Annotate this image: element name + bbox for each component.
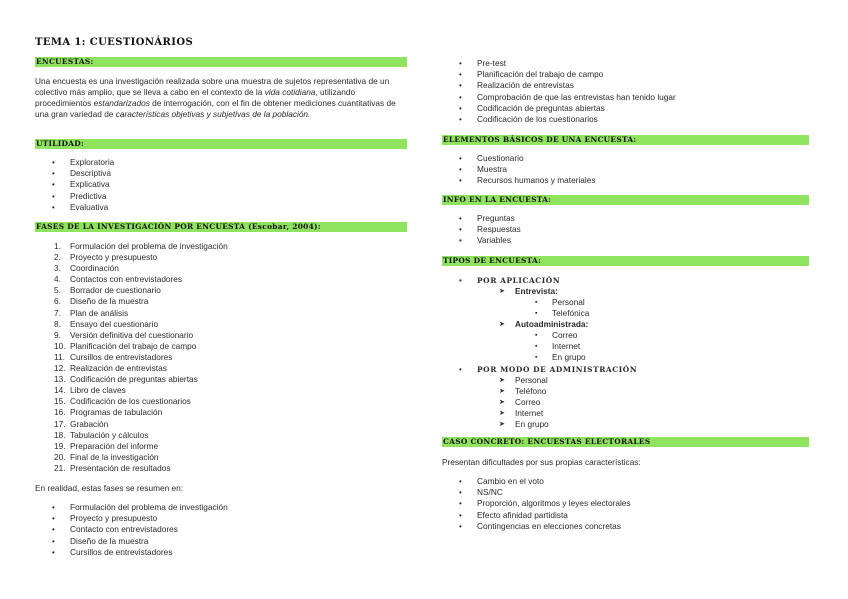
list-item — [35, 419, 228, 430]
item-number: 7. — [54, 307, 61, 318]
list-item — [35, 341, 228, 352]
item-text: Proyecto y presupuesto — [70, 252, 158, 263]
item-text: Versión definitiva del cuestionario — [70, 329, 194, 340]
list-item — [35, 319, 228, 330]
item-number: 3. — [54, 263, 61, 274]
arrow-bullet-icon: ➤ — [499, 388, 505, 395]
square-bullet-icon: ▪ — [535, 343, 538, 350]
elementos-list — [442, 153, 596, 187]
por-modo-label: POR MODO DE ADMINISTRACIÓN — [477, 365, 638, 374]
item-text: Telefónica — [552, 308, 590, 318]
item-text: Internet — [515, 408, 544, 418]
fases-summary-text: En realidad, estas fases se resumen en: — [35, 483, 184, 493]
list-item: • Diseño de la muestra — [35, 536, 228, 547]
item-text: Contactos con entrevistadores — [70, 274, 183, 285]
autoadministrada-label: Autoadministrada: — [515, 319, 589, 329]
list-item — [35, 308, 228, 319]
list-item: • Comprobación de que las entrevistas han tenido lugar — [442, 92, 676, 103]
item-text: Teléfono — [515, 386, 547, 396]
list-item: • Predictiva — [35, 191, 114, 202]
item-text: Correo — [515, 397, 541, 407]
item-text: Planificación del trabajo de campo — [70, 340, 197, 351]
arrow-bullet-icon: ➤ — [499, 410, 505, 417]
list-item: • Preguntas — [442, 213, 521, 224]
caso-text: Presentan dificultades por sus propias características: — [442, 457, 641, 467]
item-number: 15. — [54, 396, 66, 407]
list-item — [35, 241, 228, 252]
list-item: • Proyecto y presupuesto — [35, 513, 228, 524]
list-item: • Variables — [442, 235, 521, 246]
fases-continued-list — [442, 58, 676, 125]
item-number: 16. — [54, 407, 66, 418]
item-number: 19. — [54, 440, 66, 451]
item-text: Preparación del informe — [70, 440, 159, 451]
list-item: • Respuestas — [442, 224, 521, 235]
definition-text-4: estandarizados — [93, 98, 150, 108]
item-number: 13. — [54, 374, 66, 385]
page-title: TEMA 1: CUESTIONÁRIOS — [35, 37, 194, 48]
list-item: • Recursos humanos y materiales — [442, 175, 596, 186]
encuestas-definition — [35, 76, 407, 120]
item-text: Formulación del problema de investigación — [70, 241, 228, 251]
info-header: INFO EN LA ENCUESTA: — [442, 195, 809, 205]
item-text: Libro de claves — [70, 385, 126, 396]
list-item — [35, 363, 228, 374]
item-text: Final de la investigación — [70, 451, 159, 462]
item-text: Codificación de preguntas abiertas — [70, 374, 198, 385]
tipos-tree — [442, 275, 808, 435]
item-text: Presentación de resultados — [70, 462, 171, 473]
list-item: • Realización de entrevistas — [442, 80, 676, 91]
bullet-icon: • — [459, 365, 462, 374]
definition-text-5: de interrogación, con el fin de obtener mediciones cuantitativas de una gran variedad de — [35, 98, 396, 119]
list-item: • Muestra — [442, 164, 596, 175]
square-bullet-icon: ▪ — [535, 332, 538, 339]
list-item — [35, 274, 228, 285]
arrow-bullet-icon: ➤ — [499, 377, 505, 384]
list-item — [35, 430, 228, 441]
item-number: 18. — [54, 429, 66, 440]
list-item — [35, 352, 228, 363]
list-item: • Cambio en el voto — [442, 476, 631, 487]
item-text: Personal — [515, 375, 548, 385]
list-item: • Explicativa — [35, 179, 114, 190]
list-item — [35, 407, 228, 418]
list-item: • Exploratoria — [35, 157, 114, 168]
item-number: 5. — [54, 285, 61, 296]
square-bullet-icon: ▪ — [535, 299, 538, 306]
list-item: • Cuestionario — [442, 153, 596, 164]
item-text: Grabación — [70, 418, 109, 429]
list-item — [35, 296, 228, 307]
definition-text-3: , utilizando procedimientos — [35, 87, 356, 108]
arrow-bullet-icon: ➤ — [499, 321, 505, 328]
encuestas-header: ENCUESTAS: — [35, 57, 407, 67]
item-number: 8. — [54, 318, 61, 329]
item-text: Correo — [552, 330, 578, 340]
list-item — [35, 441, 228, 452]
utilidad-list — [35, 157, 114, 213]
list-item — [35, 463, 228, 474]
list-item — [35, 285, 228, 296]
list-item: • Codificación de preguntas abiertas — [442, 103, 676, 114]
item-number: 11. — [54, 351, 65, 362]
list-item: • Contingencias en elecciones concretas — [442, 521, 631, 532]
arrow-bullet-icon: ➤ — [499, 421, 505, 428]
item-text: Cursillos de entrevistadores — [70, 351, 173, 362]
definition-text-6: características objetivas y subjetivas de la población. — [115, 109, 311, 119]
list-item: • Evaluativa — [35, 202, 114, 213]
item-text: Internet — [552, 341, 581, 351]
caso-header: CASO CONCRETO: ENCUESTAS ELECTORALES — [442, 437, 809, 447]
item-text: Personal — [552, 297, 585, 307]
bullet-icon: • — [459, 276, 462, 285]
item-text: Ensayo del cuestionario — [70, 318, 159, 329]
item-text: Realización de entrevistas — [70, 363, 167, 374]
utilidad-header: UTILIDAD: — [35, 139, 407, 149]
item-text: Plan de análisis — [70, 307, 129, 318]
square-bullet-icon: ▪ — [535, 310, 538, 317]
item-text: Borrador de cuestionario — [70, 285, 161, 296]
list-item: • Cursillos de entrevistadores — [35, 547, 228, 558]
item-number: 21. — [54, 462, 66, 473]
list-item — [35, 263, 228, 274]
list-item: • Pre-test — [442, 58, 676, 69]
list-item — [35, 374, 228, 385]
tipos-header: TIPOS DE ENCUESTA: — [442, 256, 809, 266]
list-item: • Proporción, algoritmos y leyes electorales — [442, 498, 631, 509]
elementos-header: ELEMENTOS BÁSICOS DE UNA ENCUESTA: — [442, 135, 809, 145]
fases-list — [35, 241, 228, 474]
item-number: 2. — [54, 252, 61, 263]
item-number: 20. — [54, 451, 66, 462]
list-item: • Efecto afinidad partidista — [442, 510, 631, 521]
item-number: 4. — [54, 274, 61, 285]
list-item: • Planificación del trabajo de campo — [442, 69, 676, 80]
item-text: Programas de tabulación — [70, 407, 163, 418]
item-number: 14. — [54, 385, 66, 396]
arrow-bullet-icon: ➤ — [499, 399, 505, 406]
item-text: Codificación de los cuestionarios — [70, 396, 191, 407]
por-aplicacion-label: POR APLICACIÓN — [477, 276, 561, 285]
caso-list — [442, 476, 631, 532]
item-text: Tabulación y cálculos — [70, 429, 149, 440]
list-item: • Formulación del problema de investigación — [35, 502, 228, 513]
square-bullet-icon: ▪ — [535, 354, 538, 361]
fases-summary-list — [35, 502, 228, 558]
info-list — [442, 213, 521, 247]
item-number: 1. — [54, 241, 61, 251]
item-number: 17. — [54, 418, 66, 429]
list-item — [35, 452, 228, 463]
list-item — [35, 252, 228, 263]
item-text: En grupo — [552, 352, 586, 362]
item-text: Coordinación — [70, 263, 119, 274]
definition-text-2: vida cotidiana — [264, 87, 316, 97]
definition-text-1: Una encuesta es una investigación realizada sobre una muestra de sujetos representativa de un colectivo más amplio, que se lleva a cabo en el contexto de la — [35, 76, 390, 97]
list-item: • NS/NC — [442, 487, 631, 498]
list-item — [35, 396, 228, 407]
item-text: En grupo — [515, 419, 549, 429]
item-number: 9. — [54, 329, 61, 340]
item-number: 6. — [54, 296, 61, 307]
item-number: 10. — [54, 340, 66, 351]
list-item: • Descriptiva — [35, 168, 114, 179]
list-item — [35, 385, 228, 396]
fases-header: FASES DE LA INVESTIGACIÓN POR ENCUESTA (Escobar, 2004): — [35, 222, 407, 232]
arrow-bullet-icon: ➤ — [499, 288, 505, 295]
item-number: 12. — [54, 363, 66, 374]
list-item — [35, 330, 228, 341]
list-item: • Codificación de los cuestionarios — [442, 114, 676, 125]
entrevista-label: Entrevista: — [515, 286, 558, 296]
item-text: Diseño de la muestra — [70, 296, 149, 307]
list-item: • Contacto con entrevistadores — [35, 524, 228, 535]
